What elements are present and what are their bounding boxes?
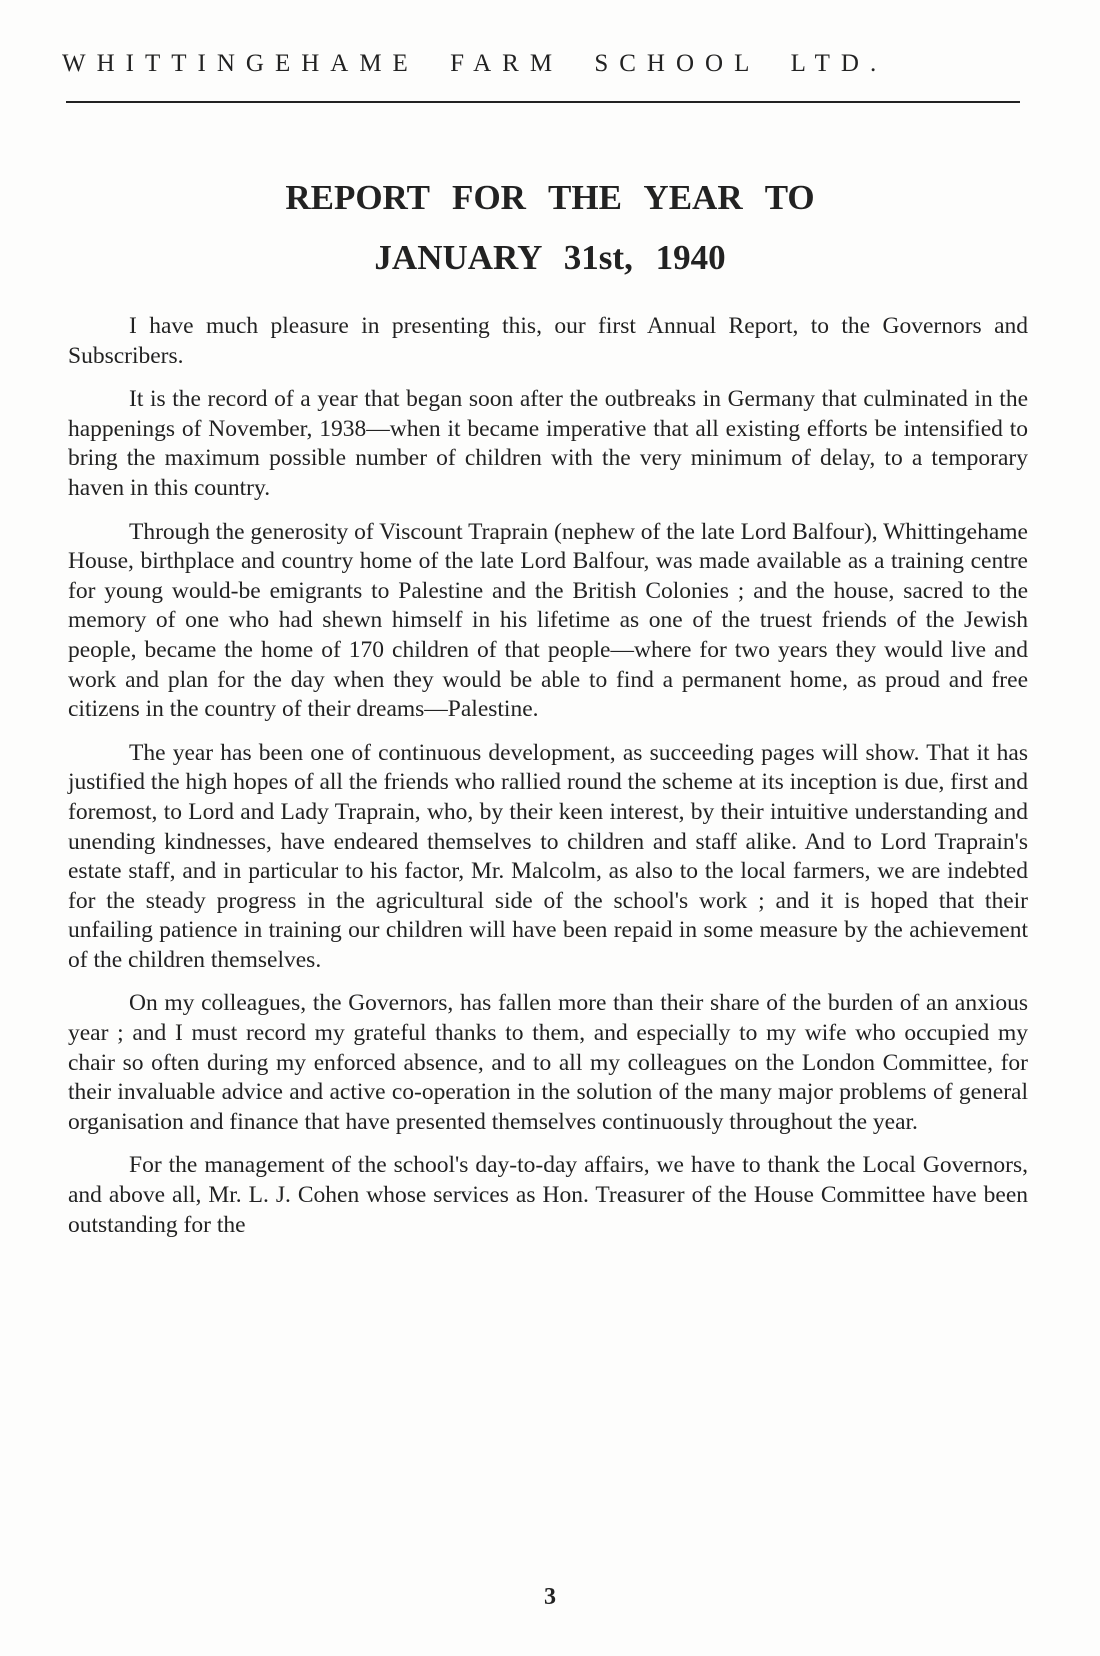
running-header: WHITTINGEHAME FARM SCHOOL LTD. (62, 50, 888, 77)
paragraph-4: The year has been one of continuous development, as succeeding pages will show. That it has justified the high hopes of all the friends who rallied round the scheme at its inception is due, first and foremost, to Lord and Lady Traprain, who, by their keen interest, by their intuitive understanding and unending kindnesses, have endeared themselves to children and staff alike. And to Lord Traprain's estate staff, and in particular to his factor, Mr. Malcolm, as also to the local farmers, we are indebted for the steady progress in the agricultural side of the school's work ; and it is hoped that their unfailing patience in training our children will have been repaid in some measure by the achievement of the children themselves. (68, 739, 1028, 973)
report-title (0, 168, 1100, 288)
title-line-1: REPORT FOR THE YEAR TO (285, 178, 815, 217)
paragraph-3: Through the generosity of Viscount Traprain (nephew of the late Lord Balfour), Whittingehame House, birthplace and country home of the late Lord Balfour, was made available as a training centre for young would-be emigrants to Palestine and the British Colonies ; and the house, sacred to the memory of one who had shewn himself in his lifetime as one of the truest friends of the Jewish people, became the home of 170 children of that people—where for two years they would live and work and plan for the day when they would be able to find a permanent home, as proud and free citizens in the country of their dreams—Palestine. (68, 518, 1028, 723)
paragraph-6: For the management of the school's day-to-day affairs, we have to thank the Local Governors, and above all, Mr. L. J. Cohen whose services as Hon. Treasurer of the House Committee have been outstanding for the (68, 1152, 1028, 1238)
page-number: 3 (544, 1584, 556, 1610)
title-line-2: JANUARY 31st, 1940 (374, 238, 726, 277)
paragraph-5: On my colleagues, the Governors, has fallen more than their share of the burden of an anxious year ; and I must record my grateful thanks to them, and especially to my wife who occupied my chair so often during my enforced absence, and to all my colleagues on the London Committee, for their invaluable advice and active co-operation in the solution of the many major problems of general organisation and finance that have presented themselves continuously throughout the year. (68, 990, 1028, 1135)
paragraph-2: It is the record of a year that began soon after the outbreaks in Germany that culminated in the happenings of November, 1938—when it became imperative that all existing efforts be intensified to bring the maximum possible number of children with the very minimum of delay, to a temporary haven in this country. (68, 386, 1028, 501)
paragraph-1: I have much pleasure in presenting this, our first Annual Report, to the Governors and Subscribers. (68, 313, 1028, 369)
header-rule (66, 101, 1020, 103)
report-body (68, 312, 1028, 1254)
